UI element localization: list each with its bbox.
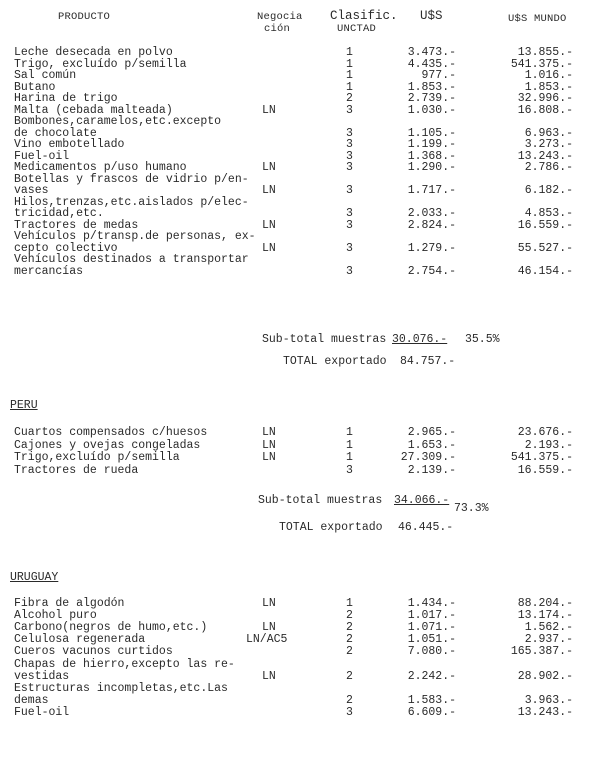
row-value-us: 1.368.- [407, 150, 456, 163]
row-clasificacion: 2 [346, 645, 353, 658]
row-value-mundo: 165.387.- [510, 645, 573, 658]
row-product-name: vestidas [14, 670, 70, 683]
row-negociacion: LN [262, 184, 276, 197]
row-value-mundo: 13.855.- [517, 46, 573, 59]
row-clasificacion: 3 [346, 184, 353, 197]
row-value-us: 1.853.- [407, 81, 456, 94]
row-clasificacion: 3 [346, 138, 353, 151]
peru-subtotal-value: 34.066.- [394, 494, 450, 507]
row-value-mundo: 13.243.- [517, 706, 573, 719]
row-clasificacion: 2 [346, 694, 353, 707]
row-clasificacion: 3 [346, 161, 353, 174]
row-value-us: 1.434.- [407, 597, 456, 610]
row-value-mundo: 13.174.- [517, 609, 573, 622]
row-value-mundo: 23.676.- [517, 426, 573, 439]
row-value-us: 1.279.- [407, 242, 456, 255]
row-clasificacion: 1 [346, 46, 353, 59]
header-clasificacion: Clasific. [330, 9, 398, 23]
row-value-us: 2.139.- [407, 464, 456, 477]
peru-subtotal-percent: 73.3% [454, 502, 489, 515]
row-value-mundo: 541.375.- [510, 451, 573, 464]
row-value-mundo: 2.786.- [524, 161, 573, 174]
row-product-name: Vehículos p/transp.de personas, ex- [14, 230, 256, 243]
row-clasificacion: 3 [346, 150, 353, 163]
total-label: TOTAL exportado [283, 355, 387, 368]
row-product-name: Tractores de medas [14, 219, 139, 232]
row-value-us: 1.199.- [407, 138, 456, 151]
row-value-us: 4.435.- [407, 58, 456, 71]
row-product-name: demas [14, 694, 49, 707]
row-clasificacion: 3 [346, 464, 353, 477]
row-value-mundo: 3.273.- [524, 138, 573, 151]
row-clasificacion: 3 [346, 207, 353, 220]
row-value-mundo: 16.559.- [517, 464, 573, 477]
row-value-mundo: 16.808.- [517, 104, 573, 117]
row-clasificacion: 1 [346, 597, 353, 610]
row-product-name: Malta (cebada malteada) [14, 104, 173, 117]
total-value: 84.757.- [400, 355, 456, 368]
row-value-us: 1.105.- [407, 127, 456, 140]
row-product-name: Fuel-oil [14, 150, 70, 163]
row-value-mundo: 541.375.- [510, 58, 573, 71]
row-product-name: Vino embotellado [14, 138, 125, 151]
row-product-name: Vehículos destinados a transportar [14, 253, 249, 266]
peru-total-value: 46.445.- [398, 521, 454, 534]
row-value-mundo: 6.963.- [524, 127, 573, 140]
row-product-name: Fuel-oil [14, 706, 70, 719]
row-value-mundo: 1.562.- [524, 621, 573, 634]
row-value-us: 2.824.- [407, 219, 456, 232]
header-producto: PRODUCTO [58, 11, 111, 23]
row-value-mundo: 2.937.- [524, 633, 573, 646]
row-product-name: Tractores de rueda [14, 464, 139, 477]
row-clasificacion: 1 [346, 58, 353, 71]
row-negociacion: LN [262, 161, 276, 174]
row-product-name: vases [14, 184, 49, 197]
row-product-name: Medicamentos p/uso humano [14, 161, 187, 174]
row-value-us: 2.242.- [407, 670, 456, 683]
row-negociacion: LN [262, 451, 276, 464]
row-value-mundo: 88.204.- [517, 597, 573, 610]
row-negociacion: LN [262, 242, 276, 255]
row-product-name: Botellas y frascos de vidrio p/en- [14, 173, 249, 186]
row-clasificacion: 3 [346, 706, 353, 719]
row-value-us: 1.051.- [407, 633, 456, 646]
header-us-dollars: U$S [420, 9, 443, 23]
row-value-us: 1.017.- [407, 609, 456, 622]
row-value-us: 1.717.- [407, 184, 456, 197]
header-negociacion-line2: ción [264, 23, 291, 35]
row-product-name: Carbono(negros de humo,etc.) [14, 621, 208, 634]
row-value-mundo: 16.559.- [517, 219, 573, 232]
row-product-name: Alcohol puro [14, 609, 97, 622]
row-product-name: Harina de trigo [14, 92, 118, 105]
row-clasificacion: 3 [346, 265, 353, 278]
row-product-name: Chapas de hierro,excepto las re- [14, 658, 235, 671]
section-title-peru: PERU [10, 399, 38, 412]
row-clasificacion: 1 [346, 451, 353, 464]
row-value-us: 2.033.- [407, 207, 456, 220]
row-product-name: Trigo,excluído p/semilla [14, 451, 180, 464]
row-value-mundo: 13.243.- [517, 150, 573, 163]
row-clasificacion: 3 [346, 127, 353, 140]
row-value-mundo: 2.193.- [524, 439, 573, 452]
row-negociacion: LN [262, 219, 276, 232]
row-negociacion: LN [262, 670, 276, 683]
row-clasificacion: 1 [346, 81, 353, 94]
row-product-name: de chocolate [14, 127, 97, 140]
row-negociacion: LN [262, 439, 276, 452]
row-clasificacion: 2 [346, 633, 353, 646]
row-value-us: 2.754.- [407, 265, 456, 278]
row-product-name: Butano [14, 81, 56, 94]
row-product-name: Hilos,trenzas,etc.aislados p/elec- [14, 196, 249, 209]
row-value-mundo: 1.853.- [524, 81, 573, 94]
row-value-mundo: 28.902.- [517, 670, 573, 683]
row-clasificacion: 3 [346, 219, 353, 232]
row-product-name: Leche desecada en polvo [14, 46, 173, 59]
row-negociacion: LN [262, 597, 276, 610]
row-product-name: mercancías [14, 265, 84, 278]
row-clasificacion: 1 [346, 439, 353, 452]
row-value-mundo: 3.963.- [524, 694, 573, 707]
row-value-mundo: 46.154.- [517, 265, 573, 278]
subtotal-percent: 35.5% [465, 333, 500, 346]
row-clasificacion: 2 [346, 609, 353, 622]
row-product-name: Trigo, excluído p/semilla [14, 58, 187, 71]
row-clasificacion: 2 [346, 92, 353, 105]
row-value-us: 977.- [421, 69, 456, 82]
row-value-us: 1.030.- [407, 104, 456, 117]
peru-subtotal-label: Sub-total muestras [258, 494, 383, 507]
row-value-us: 1.290.- [407, 161, 456, 174]
section-title-uruguay: URUGUAY [10, 571, 59, 584]
row-product-name: Fibra de algodón [14, 597, 125, 610]
header-us-mundo: U$S MUNDO [508, 13, 567, 25]
header-negociacion: Negocia [257, 11, 303, 23]
row-product-name: cepto colectivo [14, 242, 118, 255]
row-value-us: 1.583.- [407, 694, 456, 707]
header-unctad: UNCTAD [337, 23, 377, 35]
row-product-name: Cueros vacunos curtidos [14, 645, 173, 658]
row-value-us: 27.309.- [400, 451, 456, 464]
row-product-name: Celulosa regenerada [14, 633, 146, 646]
row-negociacion: LN [262, 426, 276, 439]
subtotal-value: 30.076.- [392, 333, 448, 346]
row-value-mundo: 32.996.- [517, 92, 573, 105]
row-clasificacion: 2 [346, 670, 353, 683]
row-value-mundo: 6.182.- [524, 184, 573, 197]
row-product-name: Cuartos compensados c/huesos [14, 426, 208, 439]
row-value-mundo: 55.527.- [517, 242, 573, 255]
subtotal-label: Sub-total muestras [262, 333, 387, 346]
row-product-name: Bombones,caramelos,etc.excepto [14, 115, 222, 128]
row-value-us: 3.473.- [407, 46, 456, 59]
row-value-us: 7.080.- [407, 645, 456, 658]
row-value-us: 1.071.- [407, 621, 456, 634]
row-negociacion: LN [262, 104, 276, 117]
row-product-name: Cajones y ovejas congeladas [14, 439, 201, 452]
row-value-us: 6.609.- [407, 706, 456, 719]
row-value-us: 1.653.- [407, 439, 456, 452]
row-value-us: 2.965.- [407, 426, 456, 439]
row-value-mundo: 4.853.- [524, 207, 573, 220]
row-value-us: 2.739.- [407, 92, 456, 105]
row-clasificacion: 1 [346, 69, 353, 82]
row-value-mundo: 1.016.- [524, 69, 573, 82]
row-product-name: tricidad,etc. [14, 207, 104, 220]
row-negociacion: LN/AC5 [246, 633, 288, 646]
row-clasificacion: 2 [346, 621, 353, 634]
row-product-name: Sal común [14, 69, 77, 82]
row-product-name: Estructuras incompletas,etc.Las [14, 682, 228, 695]
row-clasificacion: 3 [346, 104, 353, 117]
peru-total-label: TOTAL exportado [279, 521, 383, 534]
row-clasificacion: 1 [346, 426, 353, 439]
row-clasificacion: 3 [346, 242, 353, 255]
row-negociacion: LN [262, 621, 276, 634]
